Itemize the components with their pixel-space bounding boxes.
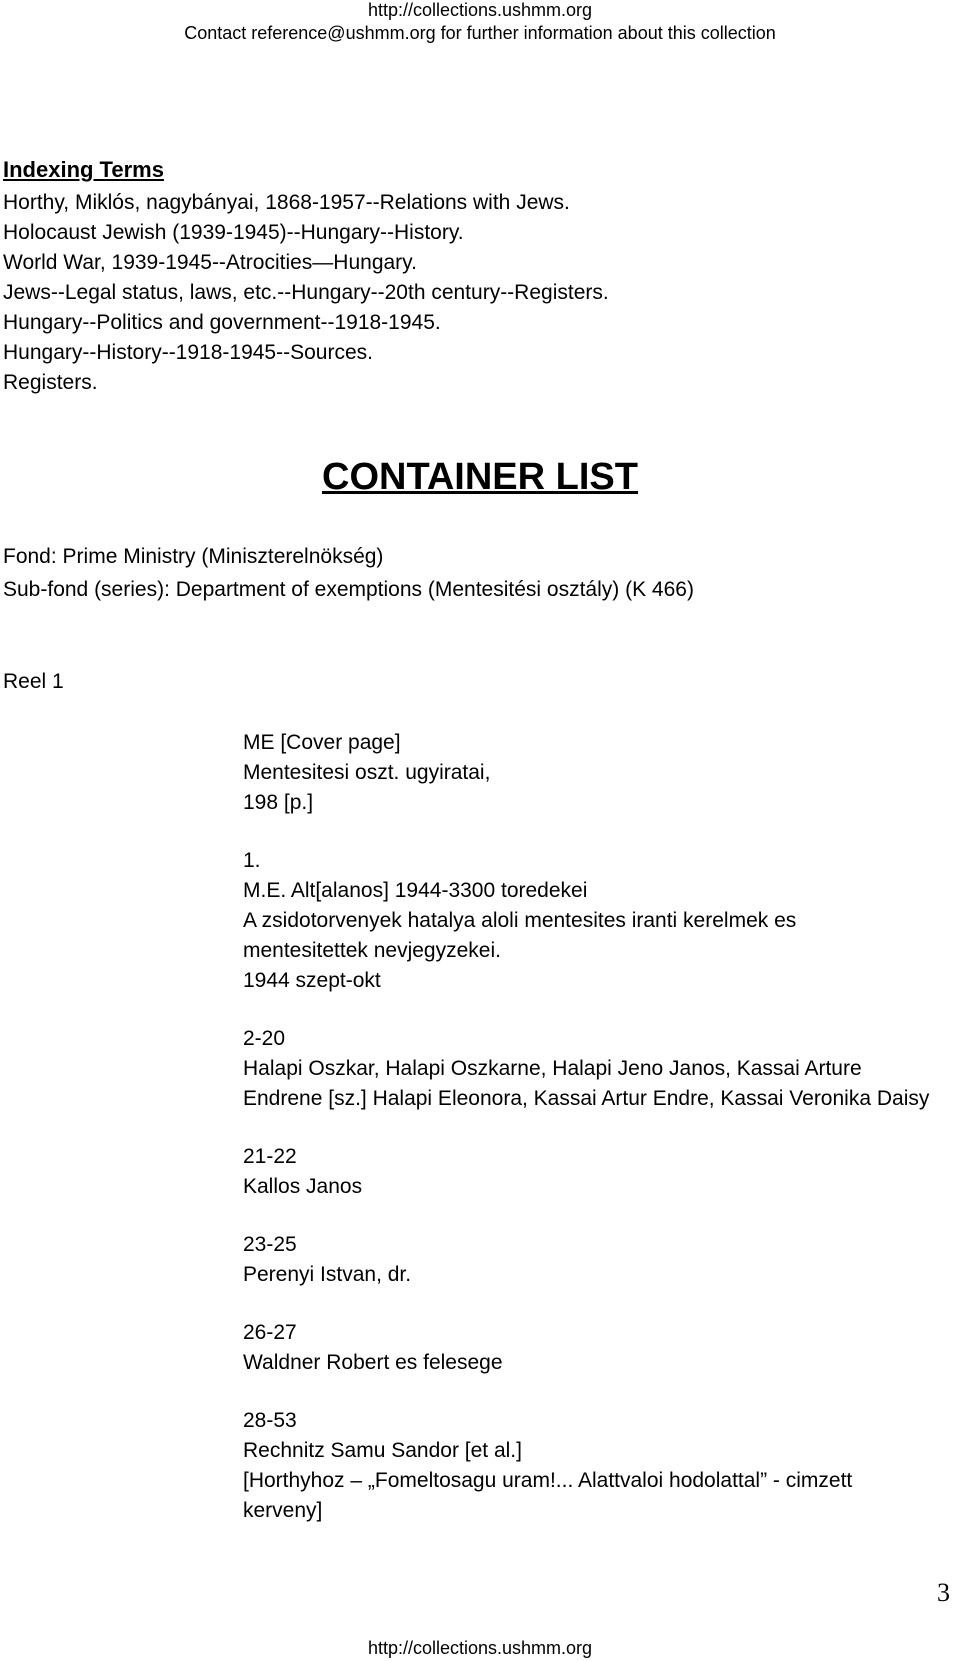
entry-line: 23-25 — [243, 1233, 297, 1256]
entry-line: 26-27 — [243, 1321, 297, 1344]
container-entry — [243, 1230, 943, 1290]
header-contact: Contact reference@ushmm.org for further information about this collection — [184, 23, 776, 43]
entry-line: M.E. Alt[alanos] 1944-3300 toredekei — [243, 879, 588, 902]
footer-url: http://collections.ushmm.org — [367, 1638, 593, 1658]
reel-label: Reel 1 — [3, 670, 64, 693]
container-list-heading — [0, 455, 960, 499]
indexing-term: Hungary--Politics and government--1918-1945. — [3, 311, 441, 334]
entry-line: 1944 szept-okt — [243, 969, 381, 992]
indexing-term: Registers. — [3, 371, 98, 394]
entry-line: Rechnitz Samu Sandor [et al.] — [243, 1439, 522, 1462]
indexing-title: Indexing Terms — [3, 157, 164, 182]
container-entries — [243, 728, 943, 1554]
entry-line: 198 [p.] — [243, 791, 314, 814]
fond-line: Fond: Prime Ministry (Miniszterelnökség) — [3, 545, 384, 568]
entry-line: Halapi Oszkar, Halapi Oszkarne, Halapi Jeno Janos, Kassai Arture — [243, 1057, 862, 1080]
indexing-term: Hungary--History--1918-1945--Sources. — [3, 341, 373, 364]
entry-line: 1. — [243, 849, 261, 872]
entry-line: ME [Cover page] — [243, 731, 401, 754]
container-list-title: CONTAINER LIST — [322, 456, 638, 498]
entry-line: kerveny] — [243, 1499, 323, 1522]
container-entry — [243, 846, 943, 996]
page-number: 3 — [937, 1578, 950, 1607]
entry-line: A zsidotorvenyek hatalya aloli mentesites iranti kerelmek es — [243, 909, 797, 932]
entry-line: [Horthyhoz – „Fomeltosagu uram!... Alattvaloi hodolattal” - cimzett — [243, 1469, 853, 1492]
container-entry — [243, 1318, 943, 1378]
entry-line: Mentesitesi oszt. ugyiratai, — [243, 761, 491, 784]
entry-line: Waldner Robert es felesege — [243, 1351, 503, 1374]
container-entry — [243, 1142, 943, 1202]
indexing-term: Jews--Legal status, laws, etc.--Hungary--20th century--Registers. — [3, 281, 609, 304]
indexing-terms-list — [3, 188, 609, 398]
indexing-term: Horthy, Miklós, nagybányai, 1868-1957--Relations with Jews. — [3, 191, 570, 214]
entry-line: Endrene [sz.] Halapi Eleonora, Kassai Artur Endre, Kassai Veronika Daisy — [243, 1087, 930, 1110]
indexing-term: World War, 1939-1945--Atrocities—Hungary. — [3, 251, 417, 274]
header-url: http://collections.ushmm.org — [367, 0, 593, 20]
container-entry — [243, 1024, 943, 1114]
indexing-term: Holocaust Jewish (1939-1945)--Hungary--History. — [3, 221, 464, 244]
entry-line: Perenyi Istvan, dr. — [243, 1263, 412, 1286]
entry-line: Kallos Janos — [243, 1175, 363, 1198]
entry-line: mentesitettek nevjegyzekei. — [243, 939, 501, 962]
entry-line: 21-22 — [243, 1145, 297, 1168]
container-entry — [243, 1406, 943, 1526]
subfond-line: Sub-fond (series): Department of exemptions (Mentesitési osztály) (K 466) — [3, 578, 694, 601]
entry-line: 28-53 — [243, 1409, 297, 1432]
container-entry — [243, 728, 943, 818]
entry-line: 2-20 — [243, 1027, 286, 1050]
